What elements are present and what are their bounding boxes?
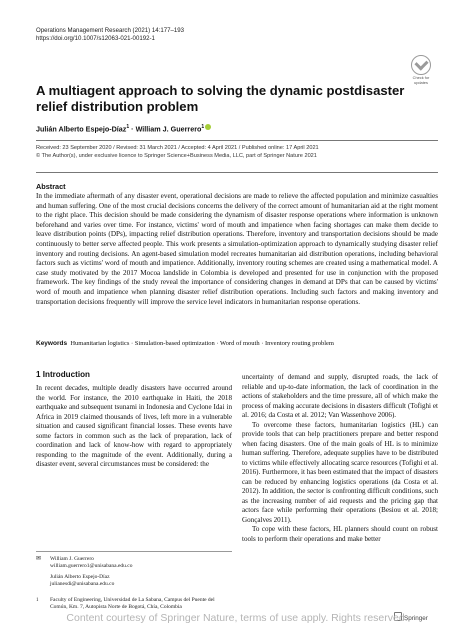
- divider-top: [36, 140, 438, 141]
- keywords-list: Humanitarian logistics · Simulation-based optimization · Word of mouth · Inventory routing problem: [70, 340, 334, 347]
- contact-name: William J. Guerrero: [50, 556, 94, 562]
- copyright-line: © The Author(s), under exclusive licence to Springer Science+Business Media, LLC, part of Springer Nature 2021: [36, 152, 317, 159]
- contact-name: Julián Alberto Espejo-Díaz: [50, 574, 110, 580]
- history-dates: Received: 23 September 2020 / Revised: 31 March 2021 / Accepted: 4 April 2021 / Published online: 17 April 2021: [36, 145, 319, 151]
- divider-abstract: [36, 172, 438, 173]
- article-title: A multiagent approach to solving the dynamic postdisaster relief distribution problem: [36, 83, 405, 115]
- check-updates-icon: [411, 55, 431, 75]
- contact-footnote: [36, 556, 232, 588]
- keywords: [36, 340, 438, 347]
- badge-line-2: updates: [414, 80, 428, 86]
- intro-paragraph: To overcome these factors, humanitarian logistics (HL) can provide tools that can help practitioners prepare and better respond when facing disasters. One of the main goals of HL is to minimize human suffering. Therefore, adequate supplies have to be distributed to victims while effectively allocating scarce resources (Tofighi et al. 2016). Furthermore, it has been estimated that the impact of disasters can be reduced by enhancing logistics operations (da Costa et al. 2012). In addition, the sector is confronting difficult conditions, such as the increasing number of aid requests and the pricing gap that actors face while performing their operations (Besiou et al. 2018; Gonçalves 2011).: [242, 420, 438, 524]
- author-1: Julián Alberto Espejo-Díaz: [36, 124, 127, 134]
- courtesy-watermark: Content courtesy of Springer Nature, terms of use apply. Rights reserved.: [66, 612, 408, 624]
- abstract-text: In the immediate aftermath of any disaster event, operational decisions are made to relieve the affected population and minimize casualties and human suffering. One of the most crucial decisions concerns the delivery of the correct amount of humanitarian aid at the right moment to the right place. This decision should be made considering the dynamism of disaster response operations where information is unknown beforehand and varies over time. For instance, victims' word of mouth and impatience when facing shortages can make them decide to leave distribution points (DPs), impacting relief distribution operations. Therefore, inventory and transportation decisions should be made continuously to better serve affected people. This work presents a simulation-optimization approach to dynamically studying disaster relief inventory and routing decisions. An agent-based simulation model recreates humanitarian aid distribution operations, including behavioral factors such as victims' word of mouth and impatience. Additionally, inventory routing schemes are created using a mathematical model. A case study motivated by the 2017 Mocoa landslide in Colombia is developed and presented for use in conjunction with the proposed framework. The key findings of the study reveal the importance of considering changes in demand at DPs that can be caused by victims' word of mouth and impatience when planning disaster relief distribution operations. Including such factors and making inventory and transportation decisions frequently will improve the service level indicators in humanitarian response operations.: [36, 192, 438, 306]
- intro-paragraph: uncertainty of demand and supply, disrupted roads, the lack of reliable and up-to-date information, the lack of coordination in the actions of stakeholders and the time pressure, all of which make the process of making accurate decisions in disasters difficult (Tofighi et al. 2016; da Costa et al. 2012; Van Wassenhove 2006).: [242, 373, 438, 419]
- intro-paragraph: In recent decades, multiple deadly disasters have occurred around the world. For instance, the 2010 earthquake in Haiti, the 2018 earthquake and subsequent tsunami in Indonesia and Cyclone Idai in Africa in 2019 claimed thousands of lives, left more in a vulnerable situation and caused significant financial losses. These events have some factors in common such as the lack of preparation, lack of coordination and lack of know-how with regard to appropriately responding to the magnitude of the event. Additionally, during a disaster event, several circumstances must be considered: the: [36, 384, 232, 468]
- section-heading-introduction: 1 Introduction: [36, 370, 90, 379]
- footnote-rule: [36, 551, 232, 552]
- doi-link[interactable]: https://doi.org/10.1007/s12063-021-00192-1: [36, 35, 155, 43]
- check-for-updates-badge[interactable]: [408, 55, 434, 86]
- badge-line-1: Check for: [412, 75, 430, 80]
- publisher-name: Springer: [404, 615, 428, 622]
- affiliation-mark: 1: [36, 598, 39, 603]
- author-2: · William J. Guerrero: [129, 124, 202, 134]
- author-1-affil: 1: [126, 124, 130, 130]
- contact-email[interactable]: julianesdi@unisabana.edu.co: [50, 581, 115, 587]
- affiliation-footnote: [36, 597, 232, 611]
- orcid-icon[interactable]: [205, 124, 211, 130]
- author-list: [36, 124, 211, 133]
- envelope-icon: ✉: [36, 556, 42, 562]
- keywords-label: Keywords: [36, 340, 68, 347]
- intro-paragraph: To cope with these factors, HL planners should count on robust tools to perform their operations and make better: [242, 525, 438, 543]
- journal-header: [36, 27, 184, 43]
- contact-email[interactable]: william.guerrero1@unisabana.edu.co: [50, 563, 133, 569]
- right-column: [242, 373, 438, 544]
- left-column: [36, 384, 232, 470]
- author-2-affil: 1: [201, 124, 205, 130]
- publication-dates: [36, 145, 319, 160]
- journal-citation: Operations Management Research (2021) 14:177–193: [36, 27, 185, 34]
- affiliation-text: Faculty of Engineering, Universidad de La Sabana, Campus del Puente del Común, Km. 7, Autopista Norte de Bogotá, Chía, Colombia: [50, 597, 215, 610]
- abstract-heading: Abstract: [36, 182, 66, 191]
